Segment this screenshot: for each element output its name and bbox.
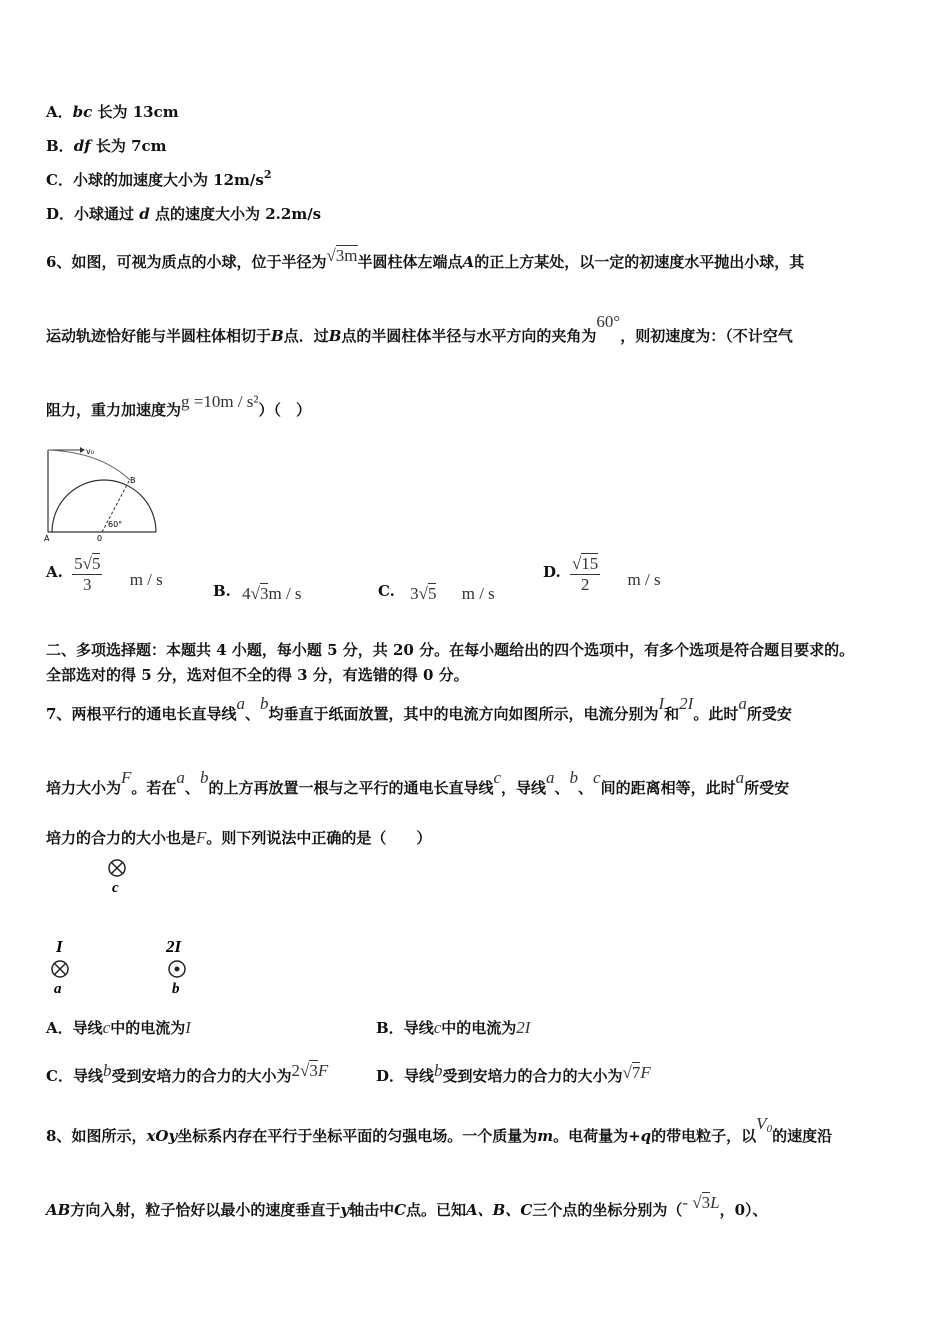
wire-b <box>165 937 185 997</box>
section2-line-1: 二、多项选择题：本题共 4 小题，每小题 5 分，共 20 分。在每小题给出的四个选项中，有多个选项是符合题目要求的。 <box>46 641 855 659</box>
label-angle: 60° <box>108 520 123 529</box>
q6-line-2: 运动轨迹恰好能与半圆柱体相切于B点．过B点的半圆柱体半径与水平方向的夹角为60°，则初速度为：（不计空气 <box>46 312 793 345</box>
label-v0: v₀ <box>86 447 94 456</box>
q7-option-a: A．导线c中的电流为I <box>46 1018 191 1037</box>
wire-a <box>52 937 68 997</box>
q7-option-b: B．导线c中的电流为2I <box>376 1018 531 1037</box>
label-i: I <box>56 937 63 956</box>
q6-radius: √3m <box>326 246 358 265</box>
wire-c <box>109 860 125 896</box>
q6-angle: 60° <box>596 312 621 331</box>
q5-option-b: B．df 长为 7cm <box>46 137 167 155</box>
q6-gravity: g =10m / s² <box>181 392 259 411</box>
q6-option-b: B. 4√3m / s <box>213 582 302 603</box>
q7-line-1: 7、两根平行的通电长直导线a、b均垂直于纸面放置，其中的电流方向如图所示，电流分别为I和2I。此时a所受安 <box>46 694 792 723</box>
q6-line-1: 6、如图，可视为质点的小球，位于半径为√3m半圆柱体左端点A的正上方某处，以一定的初速度水平抛出小球，其 <box>46 246 805 271</box>
q7-option-c: C．导线b受到安培力的合力的大小为2√3F <box>46 1061 329 1085</box>
arrow-head-icon <box>80 447 85 453</box>
q7-option-d: D．导线b受到安培力的合力的大小为√7F <box>376 1061 651 1085</box>
q6-option-d: D. $\frac{√15}{2}$ m / s <box>543 554 661 594</box>
section2-line-2: 全部选对的得 5 分，选对但不全的得 3 分，有选错的得 0 分。 <box>46 666 469 684</box>
q5-option-d: D．小球通过 d 点的速度大小为 2.2m/s <box>46 205 322 223</box>
label-b: B <box>130 476 136 485</box>
q7-line-3: 培力的合力的大小也是F。则下列说法中正确的是（ ） <box>46 828 432 847</box>
label-a: A <box>44 534 50 543</box>
label-o: 0 <box>97 534 103 543</box>
q6-figure <box>40 442 165 544</box>
q8-line-1: 8、如图所示，xOy坐标系内存在平行于坐标平面的匀强电场。一个质量为m。电荷量为+q的带电粒子，以V0的速度沿 <box>46 1114 833 1145</box>
q6-option-a: A. $\frac{5√5}{3}$ m / s <box>46 554 163 594</box>
semicircle <box>52 480 156 532</box>
label-a: a <box>54 981 62 997</box>
q5-option-a: A．bc 长为 13cm <box>46 103 179 121</box>
q8-line-2: AB方向入射，粒子恰好以最小的速度垂直于y轴击中C点。已知A、B、C三个点的坐标分别为（- √3L，0）、 <box>46 1193 768 1219</box>
q5-option-c: C．小球的加速度大小为 $12m/s^2$ <box>46 168 272 189</box>
q6-line-3: 阻力，重力加速度为g =10m / s²）（ ） <box>46 392 312 419</box>
label-b: b <box>172 981 180 997</box>
q7-figure <box>40 852 220 1002</box>
q7-line-2: 培力大小为F。若在a、b的上方再放置一根与之平行的通电长直导线c，导线a、b、c间的距离相等，此时a所受安 <box>46 768 790 797</box>
label-c: c <box>112 880 119 896</box>
label-2i: 2I <box>166 937 182 956</box>
q6-option-c: C. 3√5 m / s <box>378 582 495 603</box>
